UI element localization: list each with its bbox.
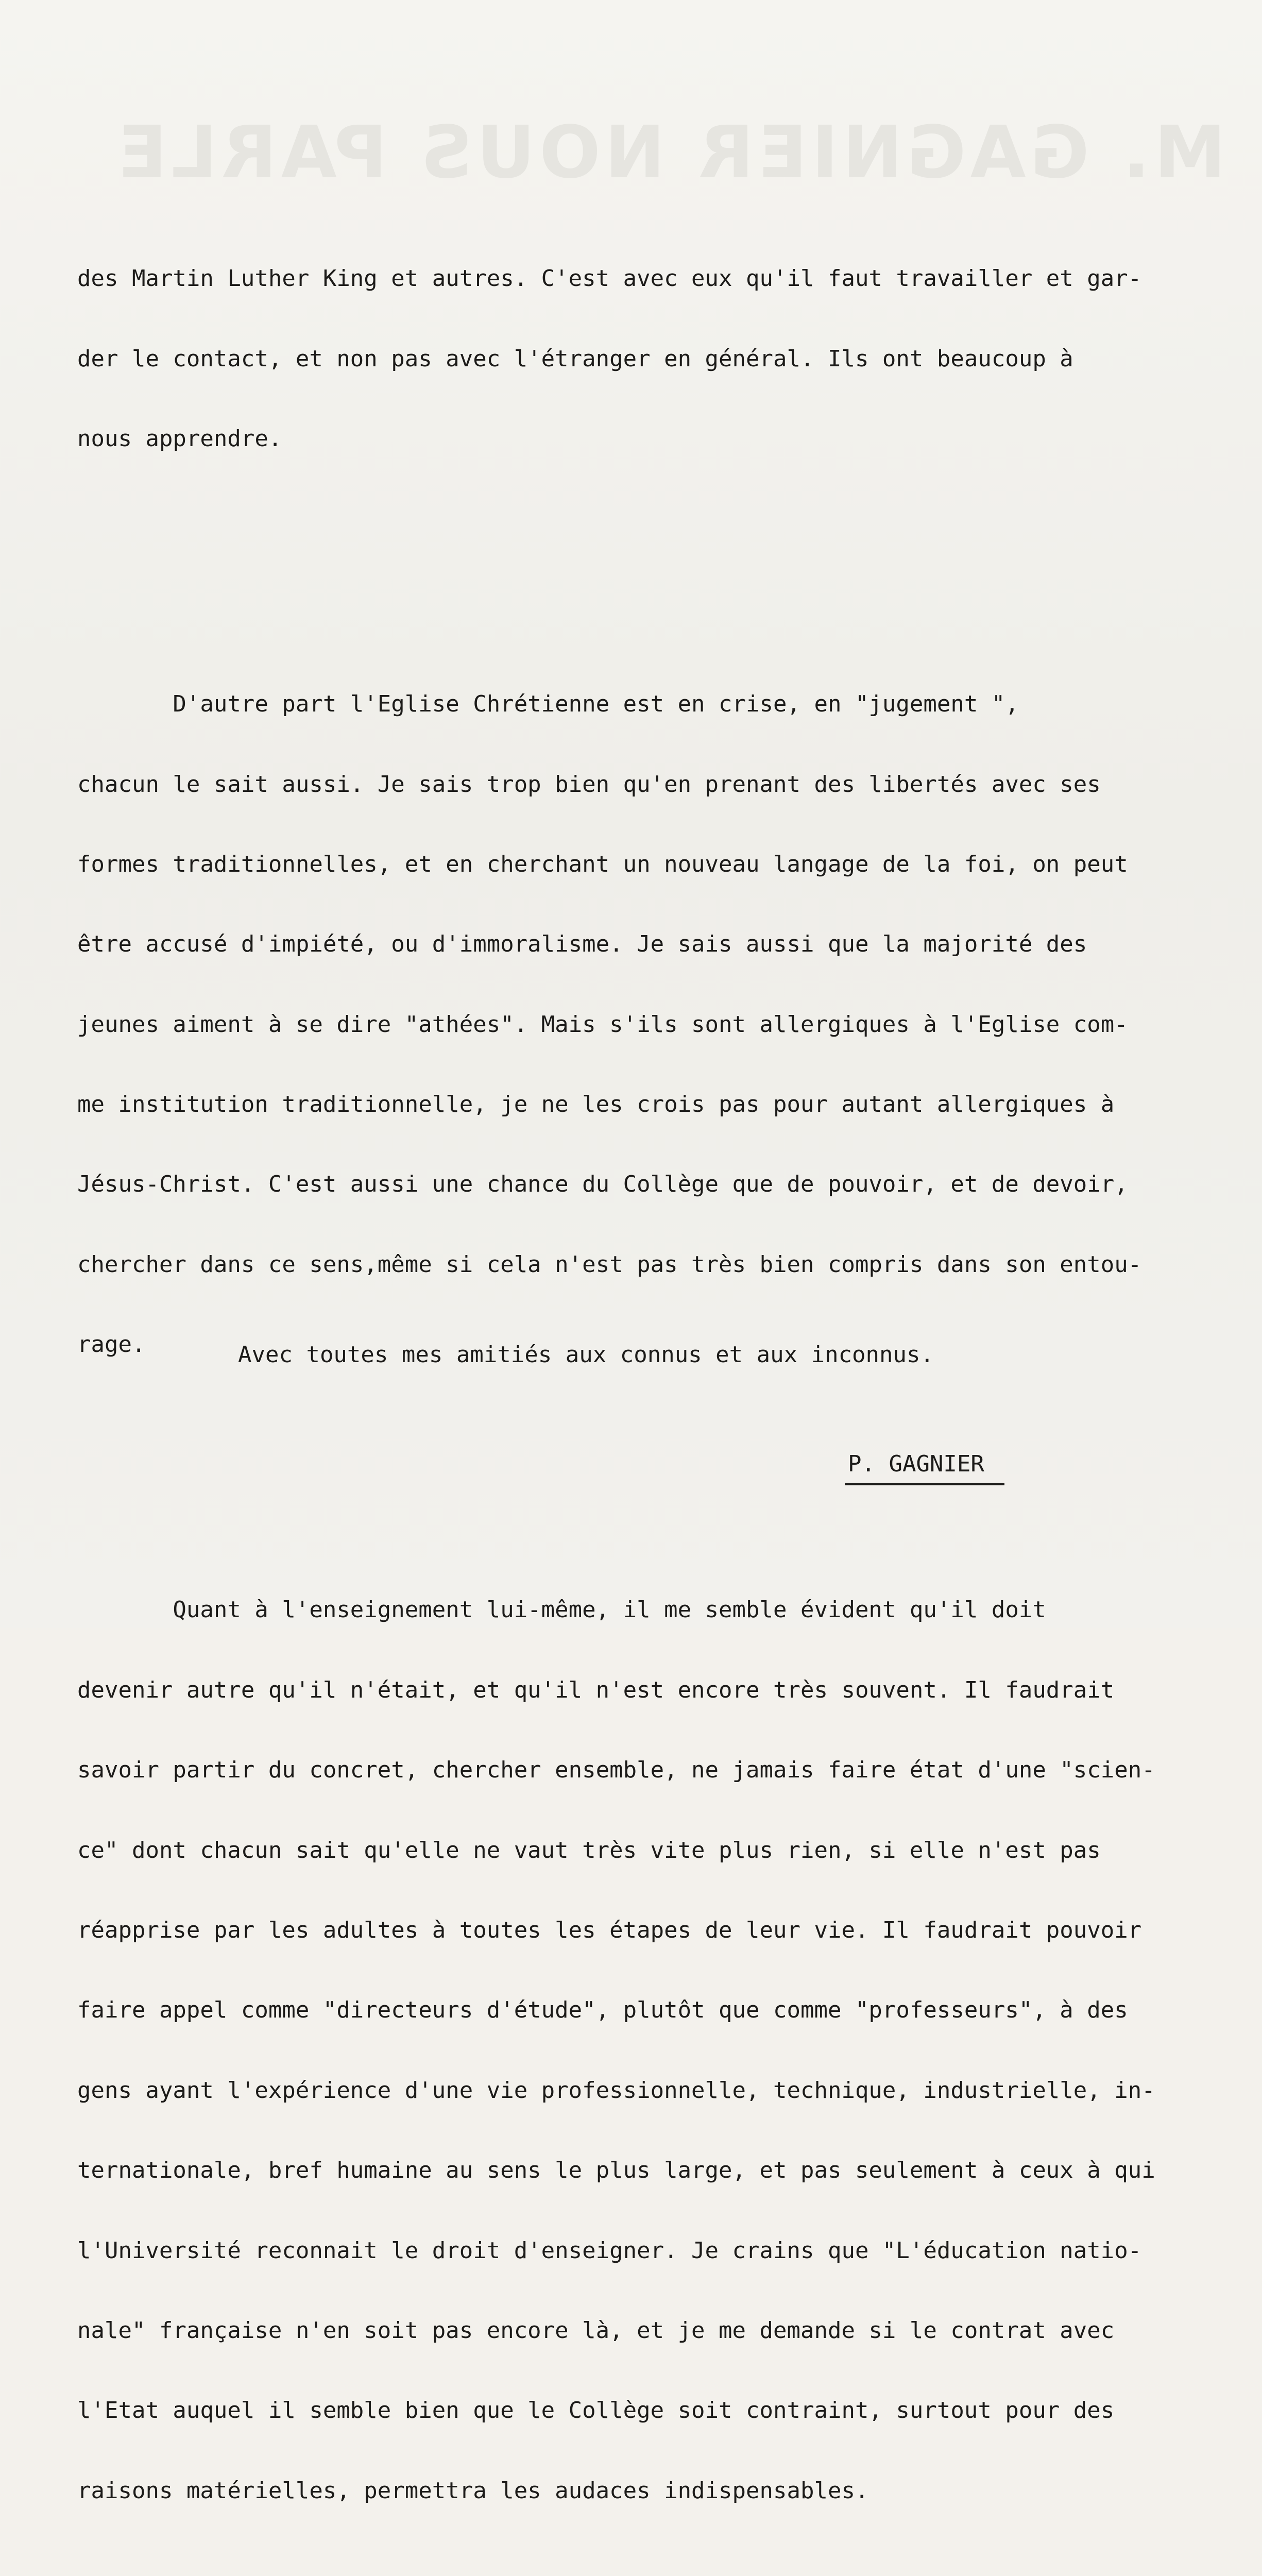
text-line: raisons matérielles, permettra les audaces indispensables. <box>77 2477 869 2504</box>
text-line: nale" française n'en soit pas encore là, et je me demande si le contrat avec <box>77 2317 1115 2344</box>
text-line: l'Université reconnait le droit d'enseigner. Je crains que "L'éducation natio- <box>77 2237 1142 2264</box>
text-line: me institution traditionnelle, je ne les crois pas pour autant allergiques à <box>77 1091 1115 1118</box>
text-line: être accusé d'impiété, ou d'immoralisme. Je sais aussi que la majorité des <box>77 931 1087 958</box>
text-line: Quant à l'enseignement lui-même, il me semble évident qu'il doit <box>77 1597 1046 1623</box>
signature-name: P. GAGNIER <box>848 1451 984 1477</box>
text-line: devenir autre qu'il n'était, et qu'il n'est encore très souvent. Il faudrait <box>77 1676 1115 1703</box>
closing-line: Avec toutes mes amitiés aux connus et aux inconnus. <box>238 1342 934 1368</box>
text-line: l'Etat auquel il semble bien que le Collège soit contraint, surtout pour des <box>77 2397 1115 2424</box>
text-line: des Martin Luther King et autres. C'est avec eux qu'il faut travailler et gar- <box>77 265 1142 292</box>
paragraph-2 <box>77 638 1262 1412</box>
text-line: der le contact, et non pas avec l'étranger en général. Ils ont beaucoup à <box>77 345 1073 372</box>
text-line: gens ayant l'expérience d'une vie professionnelle, technique, industrielle, in- <box>77 2077 1155 2104</box>
text-line: réapprise par les adultes à toutes les étapes de leur vie. Il faudrait pouvoir <box>77 1917 1142 1943</box>
text-line: jeunes aiment à se dire "athées". Mais s'ils sont allergiques à l'Eglise com- <box>77 1011 1128 1038</box>
signature-underline <box>845 1483 1004 1485</box>
text-line: D'autre part l'Eglise Chrétienne est en crise, en "jugement ", <box>77 691 1019 718</box>
text-line: chacun le sait aussi. Je sais trop bien qu'en prenant des libertés avec ses <box>77 771 1101 798</box>
text-line: chercher dans ce sens,même si cela n'est pas très bien compris dans son entou- <box>77 1251 1142 1278</box>
text-line: Jésus-Christ. C'est aussi une chance du Collège que de pouvoir, et de devoir, <box>77 1171 1128 1198</box>
text-line: rage. <box>77 1331 146 1358</box>
text-line: ternationale, bref humaine au sens le plus large, et pas seulement à ceux à qui <box>77 2157 1155 2184</box>
text-line: ce" dont chacun sait qu'elle ne vaut très vite plus rien, si elle n'est pas <box>77 1837 1101 1863</box>
text-line: savoir partir du concret, chercher ensemble, ne jamais faire état d'une "scien- <box>77 1757 1155 1784</box>
bleed-through-heading: M. GAGNIER NOUS PARLE <box>113 111 1226 195</box>
paragraph-1 <box>77 212 1262 506</box>
text-line: faire appel comme "directeurs d'étude", plutôt que comme "professeurs", à des <box>77 1997 1128 2024</box>
paragraph-3 <box>77 1544 1262 2557</box>
text-line: nous apprendre. <box>77 425 282 452</box>
text-line: formes traditionnelles, et en cherchant un nouveau langage de la foi, on peut <box>77 851 1128 877</box>
